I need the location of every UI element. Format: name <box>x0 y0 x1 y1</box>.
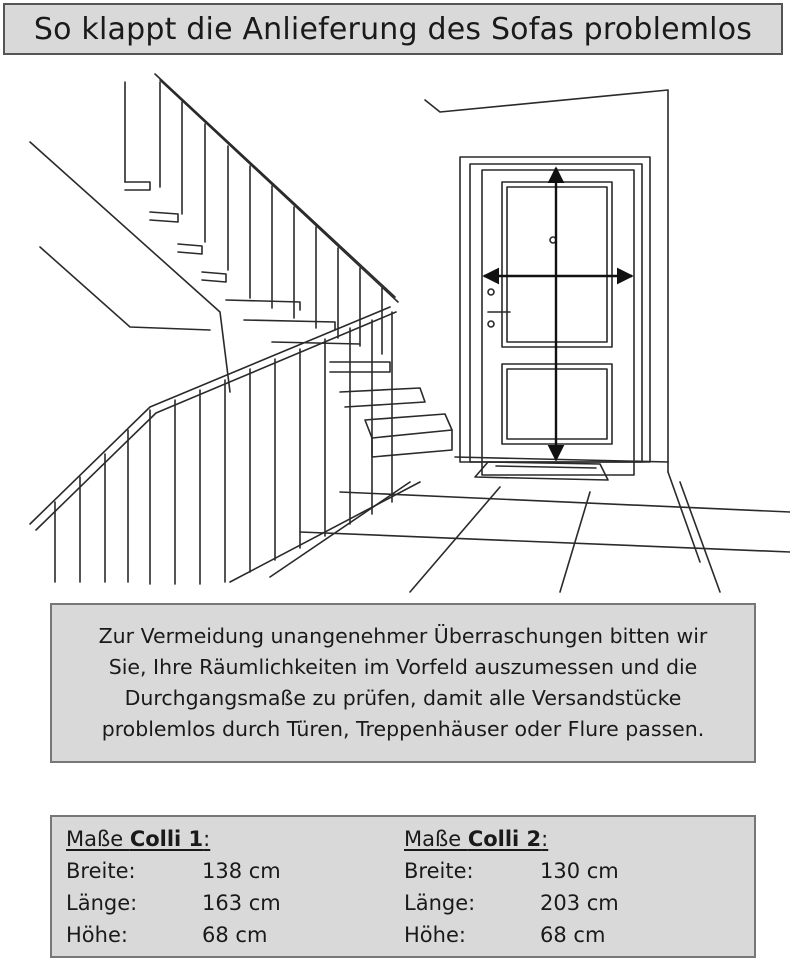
dimension-row <box>404 855 619 887</box>
dimension-label: Höhe: <box>404 923 466 947</box>
heading-colli-name: Colli 1 <box>129 827 204 851</box>
dimension-row <box>66 855 281 887</box>
dimension-value: 203 cm <box>540 891 619 915</box>
dimension-row <box>404 887 619 919</box>
dimension-value: 68 cm <box>202 923 268 947</box>
dimension-row <box>404 919 619 951</box>
info-line: problemlos durch Türen, Treppenhäuser oder Flure passen. <box>101 717 705 741</box>
title-banner <box>3 3 783 55</box>
dimension-value: 68 cm <box>540 923 606 947</box>
info-text <box>99 621 708 745</box>
page-title: So klappt die Anlieferung des Sofas problemlos <box>33 11 753 47</box>
dimension-label: Höhe: <box>66 923 128 947</box>
heading-suffix: : <box>541 827 549 851</box>
dimension-row <box>66 919 281 951</box>
info-box <box>50 603 756 763</box>
dimension-label: Breite: <box>66 859 136 883</box>
info-line: Durchgangsmaße zu prüfen, damit alle Versandstücke <box>124 686 682 710</box>
info-line: Zur Vermeidung unangenehmer Überraschungen bitten wir <box>98 624 708 648</box>
heading-prefix: Maße <box>404 827 468 851</box>
heading-suffix: : <box>203 827 211 851</box>
dimension-label: Breite: <box>404 859 474 883</box>
colli-2-dimensions <box>404 823 619 951</box>
heading-colli-name: Colli 2 <box>467 827 542 851</box>
dimension-label: Länge: <box>404 891 476 915</box>
dimension-value: 138 cm <box>202 859 281 883</box>
dimension-value: 163 cm <box>202 891 281 915</box>
staircase-door-illustration <box>0 62 790 602</box>
dimension-value: 130 cm <box>540 859 619 883</box>
heading-prefix: Maße <box>66 827 130 851</box>
colli-1-dimensions <box>66 823 281 951</box>
dimension-row <box>66 887 281 919</box>
info-line: Sie, Ihre Räumlichkeiten im Vorfeld auszumessen und die <box>108 655 698 679</box>
colli-1-heading <box>66 823 281 855</box>
colli-2-heading <box>404 823 619 855</box>
dimension-label: Länge: <box>66 891 138 915</box>
dimensions-box <box>50 815 756 958</box>
